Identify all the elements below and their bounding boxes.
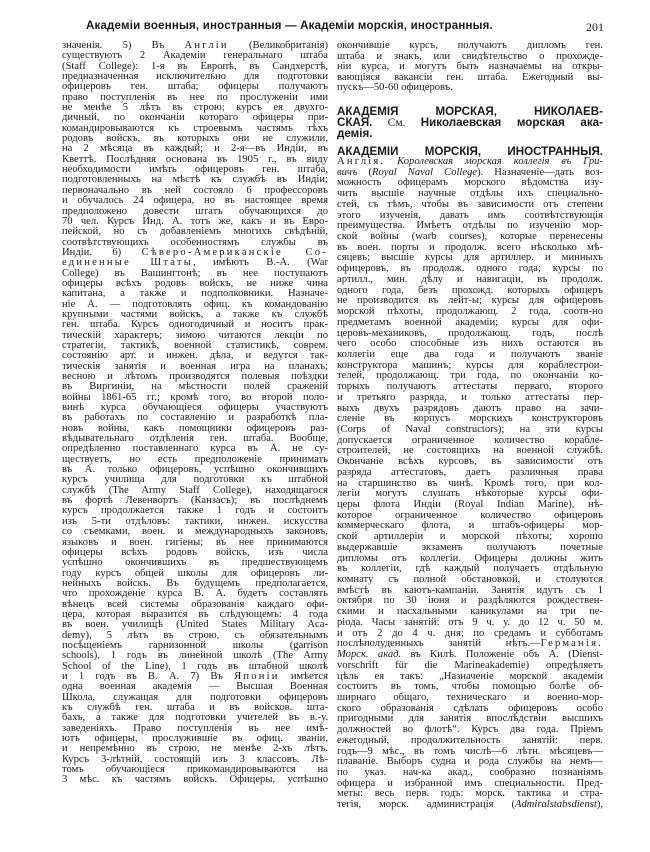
text-segment: ), bbox=[596, 799, 603, 811]
text-line: должностей во флотѣ“. Курсъ два года. Пріемъ bbox=[337, 724, 603, 736]
text-line: меты: весь перв. годъ: морск. тактика и стра- bbox=[337, 788, 603, 800]
text-line: заведеніяхъ. Право поступленія въ нее имѣ- bbox=[62, 722, 328, 734]
text-segment: и 1 годъ въ В. А. 7) Въ bbox=[62, 670, 235, 682]
text-line: плаваніе. Выборъ судна и рода службы на немъ— bbox=[337, 756, 603, 768]
text-line: выхъ двухъ разрядовъ даютъ право на зачи- bbox=[337, 402, 603, 414]
text-line: году курсъ общей школы для офицеровъ ли- bbox=[62, 567, 328, 579]
spaced-text: Англія. bbox=[337, 156, 386, 167]
text-line: ской артиллеріи и морской пѣхоты; хорошо bbox=[337, 531, 603, 543]
text-line: морской пѣхоты, продолжающ. 2 года, соотв-но bbox=[337, 306, 603, 318]
text-line: vorschrift für die Marineakademie) опредѣляетъ bbox=[337, 659, 603, 671]
text-line: пригодными для занятія впослѣдствіи высшихъ bbox=[337, 713, 603, 725]
italic-text: Морск. акад. bbox=[337, 649, 402, 661]
text-line: ществуетъ, но есть предположеніе принимать bbox=[62, 453, 328, 465]
text-line: по указ. нач-ка акад., сообразно познаніямъ bbox=[337, 766, 603, 778]
text-line: чить высшіе научные отдѣлы ихъ специально- bbox=[337, 188, 603, 200]
text-line: опредѣленно поставленнаго курса въ А. не су- bbox=[62, 443, 328, 455]
text-line: коммерческаго флота, и штабъ-офицеры мор- bbox=[337, 520, 603, 532]
text-line: посѣщеніемъ гарнизонной школы (garrison bbox=[62, 639, 328, 651]
text-line: войны 1861-65 гг.; кромѣ того, во второй поло- bbox=[62, 391, 328, 403]
text-line: состоитъ въ томъ, чтобы помощью болѣе об- bbox=[337, 681, 603, 693]
text-segment: Индіи. 6) bbox=[62, 246, 142, 258]
text-line: предназначенная исключительно для подготовки bbox=[62, 71, 328, 83]
text-line: вѣнецъ всей системы образованія каждаго офи- bbox=[62, 598, 328, 610]
text-line: коллегіи еще два года и получаютъ званіе bbox=[337, 348, 603, 360]
text-line: командировываются къ строевымъ частямъ тѣхъ bbox=[62, 122, 328, 134]
text-line: службѣ (The Army Staff College), находящагося bbox=[62, 484, 328, 496]
text-line: ніе А. — подготовлять офиц. къ командованію bbox=[62, 298, 328, 310]
text-segment: значенія. 5) Въ bbox=[62, 40, 185, 51]
text-line: ніи курса, и могутъ быть назначаемы на откры- bbox=[337, 61, 603, 72]
text-line: въ работахъ по составленію и разработкѣ пла- bbox=[62, 412, 328, 424]
text-line: ютъ офицеры, прослужившіе въ офиц. званіи, bbox=[62, 733, 328, 745]
italic-text: Королевская морская коллегія въ Гри- bbox=[397, 156, 603, 167]
text-line: schools), 1 годъ въ линейной школѣ (The Army bbox=[62, 650, 328, 662]
text-line: на 2 мѣсяца въ каждый; и 2-я—въ Индіи, въ bbox=[62, 143, 328, 155]
spaced-text: Японіи bbox=[234, 670, 280, 682]
text-line: (Corps of Naval constructors); на эти курсы bbox=[337, 423, 603, 435]
heading-line bbox=[337, 117, 603, 128]
text-line: сленіе въ корпусъ морскихъ конструкторовъ bbox=[337, 413, 603, 425]
text-line: ской войны (warb courses), которые перенесены bbox=[337, 231, 603, 243]
text-line: тическій характеръ; зимою читаются лекціи по bbox=[62, 329, 328, 341]
text-line: предположено довести штатъ обучающихся до bbox=[62, 205, 328, 217]
text-line: подготовленныхъ на мѣстѣ къ службѣ въ Индіи; bbox=[62, 174, 328, 186]
text-line: годъ—9 мѣс., въ томъ числѣ—6 лѣтн. мѣсяцевъ— bbox=[337, 745, 603, 757]
text-line: предметамъ военной академіи; курсы для офи- bbox=[337, 316, 603, 328]
text-line: стратегіи, тактикѣ, военной статистикѣ, соврем. bbox=[62, 339, 328, 351]
right-column-continuation bbox=[337, 41, 603, 94]
text-line: первоначально въ ней состояло 6 профессоровъ bbox=[62, 184, 328, 196]
text-line: допускается ограниченное количество корабле- bbox=[337, 434, 603, 446]
text-segment bbox=[385, 156, 397, 167]
text-line: окончившіе курсъ, получаютъ дипломъ ген. bbox=[337, 40, 603, 51]
text-line: офицеры всѣхъ родовъ войскъ, не ниже чина bbox=[62, 277, 328, 289]
text-line: крупными частями войскъ, а также къ службѣ bbox=[62, 308, 328, 320]
text-line: церы флота Индіи (Royal Indian Marine), нѣ- bbox=[337, 499, 603, 510]
text-line: право поступленія въ нее по прослуженіи ими bbox=[62, 91, 328, 103]
text-line: состоянію арт. и инжен. дѣла, и ведутся так- bbox=[62, 350, 328, 362]
text-line: въ воен. порты и продолж. всего нѣсколько мѣ- bbox=[337, 241, 603, 253]
text-line: что прохожденіе курса В. А. будетъ составлять bbox=[62, 588, 328, 600]
text-line: штаба и знакъ, или свидѣтельство о прохожде- bbox=[337, 50, 603, 62]
text-line: офицера и избранной имъ специальности. Пред- bbox=[337, 777, 603, 789]
text-line: офицеровъ ген. штаба; офицеры получаютъ bbox=[62, 81, 328, 93]
text-line: Окончаніе всѣхъ курсовъ, въ зависимости отъ bbox=[337, 456, 603, 468]
text-line: конструктора машинъ; курсы для кораблестрои- bbox=[337, 359, 603, 371]
text-line: разряда аттестатовъ, даетъ различныя права bbox=[337, 466, 603, 478]
text-line: ширнаго общаго, техническаго и военно-мор- bbox=[337, 691, 603, 703]
text-line: телей, продолжающ. три года, по окончаніи ко- bbox=[337, 370, 603, 382]
spaced-text: Сѣверо-Американскіе Со- bbox=[141, 246, 328, 258]
text-line: College) въ Вашингтонѣ; въ нее поступаютъ bbox=[62, 267, 328, 279]
text-line: преимущества. Имѣетъ отдѣлы по изученію мор- bbox=[337, 220, 603, 232]
text-line: ского образованія сдѣлать офицеровъ особо bbox=[337, 702, 603, 714]
text-line: нейныхъ войскъ. Въ будущемъ предполагается, bbox=[62, 577, 328, 589]
text-line: въ фортѣ Левенвортъ (Канзасъ); въ послѣднемъ bbox=[62, 495, 328, 507]
text-line: строителей, не состоящихъ на военной службѣ. bbox=[337, 445, 603, 457]
text-line: не производится въ лейт-ы; курсы для офицеровъ bbox=[337, 295, 603, 307]
text-line: тическія занятія и военная игра на планахъ; bbox=[62, 360, 328, 372]
text-line: пускъ—50-60 офицеровъ. bbox=[337, 82, 453, 93]
text-line: новъ войны, какъ помощники офицеровъ раз- bbox=[62, 422, 328, 434]
cross-reference-link[interactable]: демія. bbox=[337, 127, 373, 140]
text-line: School of the Line), 1 годъ въ штабной школѣ bbox=[62, 660, 328, 672]
text-line: къ службѣ ген. штаба и въ войсков. шта- bbox=[62, 702, 328, 713]
text-line: комнату съ полной обстановкой, и столуются bbox=[337, 574, 603, 586]
text-line: офицеровъ, въ продолж. одного года; курсы по bbox=[337, 263, 603, 275]
text-line: родовъ войскъ, въ которыхъ они не служили, bbox=[62, 133, 328, 145]
text-line: въ воен. училищѣ (United States Military Aca- bbox=[62, 619, 328, 631]
text-line: необходимости имѣть офицеровъ ген. штаба, bbox=[62, 164, 328, 176]
text-line: въ коллегіи, гдѣ каждый получаетъ отдѣльную bbox=[337, 563, 603, 575]
text-line: и обучалось 24 офицера, но въ настоящее время bbox=[62, 195, 328, 207]
text-line: пейской, но съ добавленіемъ многихъ свѣдѣній, bbox=[62, 226, 328, 238]
page-number: 201 bbox=[586, 20, 604, 34]
text-segment: имѣется bbox=[279, 670, 328, 682]
see-also-label: См. bbox=[372, 116, 421, 129]
text-segment: ). Назначеніе—дать воз- bbox=[477, 166, 603, 178]
text-line: церовъ-механиковъ, продолжающ. годъ, послѣ bbox=[337, 327, 603, 339]
heading-line: АКАДЕМІИ МОРСКІЯ, ИНОСТРАННЫЯ. bbox=[337, 145, 603, 158]
text-line: въ А. только офицеровъ, успѣшно окончившихъ bbox=[62, 464, 328, 476]
text-line: вѣдывательнаго отдѣленія ген. штаба. Вообще, bbox=[62, 433, 328, 445]
text-line: и непремѣнно въ строю, не менѣе 2-хъ лѣтъ. bbox=[62, 743, 328, 755]
italic-text: Admiralstabsdienst bbox=[515, 799, 597, 811]
text-line: можность офицерамъ морского вѣдомства изу- bbox=[337, 177, 603, 189]
text-line: цера, которая выразится въ слѣдующемъ: 4 года bbox=[62, 608, 328, 620]
text-line: со съемками, воен. и международныхъ законовъ, bbox=[62, 526, 328, 538]
left-column-text bbox=[62, 41, 328, 786]
text-line bbox=[337, 800, 603, 811]
text-line: ріода. Часы занятій: отъ 9 ч. у. до 12 ч. 50 м. bbox=[337, 616, 603, 628]
spaced-text: единенные Штаты bbox=[62, 257, 194, 269]
spaced-text: Германія. bbox=[540, 638, 603, 650]
text-line: одного года, безъ прохожд. которыхъ офицеръ bbox=[337, 284, 603, 296]
text-line: изъ 5-ти отдѣловъ: тактики, инжен. искусства bbox=[62, 515, 328, 527]
text-line: 70 чел. Курсъ Инд. А. тотъ же, какъ и въ Евро- bbox=[62, 215, 328, 227]
text-line: скими и пасхальными каникулами на три пе- bbox=[337, 606, 603, 618]
text-segment: , имѣютъ В.-А. (War bbox=[193, 257, 328, 269]
text-line: (Staff College): 1-я въ Европѣ, въ Сандхерстѣ, bbox=[62, 60, 328, 72]
text-line: на старшинство въ чинѣ. Кромѣ того, при кол- bbox=[337, 477, 603, 489]
text-segment: послѣполуденныхъ занятій нѣтъ.— bbox=[337, 638, 541, 650]
text-line: 3 мѣс. къ частямъ войскъ. Офицеры, успѣшно bbox=[62, 774, 328, 786]
text-line: одна военная академія — Высшая Военная bbox=[62, 681, 328, 693]
text-line: Кветтѣ. Послѣдняя основана въ 1905 г., въ виду bbox=[62, 153, 328, 165]
text-segment: тегія, морск. администрація ( bbox=[337, 799, 515, 811]
text-line: и отъ 2 до 4 ч. дня; по средамъ и субботамъ bbox=[337, 627, 603, 639]
text-line: легіи могутъ слушать нѣкоторые курсы офи- bbox=[337, 488, 603, 500]
text-line: дипломы отъ коллегіи. Офицеры должны жить bbox=[337, 552, 603, 564]
text-line: октября по 30 іюня и раздѣляются рождествен- bbox=[337, 595, 603, 607]
running-title: Академіи военныя, иностранныя — Академіи морскія, иностранныя. bbox=[86, 20, 493, 32]
text-line: винѣ курса обучающіеся офицеры участвуютъ bbox=[62, 402, 328, 414]
text-line: чего особо способные изъ нихъ остаются въ bbox=[337, 338, 603, 350]
text-segment: ( bbox=[357, 166, 373, 178]
text-line: вающіяся вакансіи ген. штаба. Ежегодный вы- bbox=[337, 71, 603, 83]
text-segment: въ Килѣ. Положеніе объ А. (Dienst- bbox=[401, 649, 603, 661]
heading-line: АКАДЕМІЯ МОРСКАЯ, НИКОЛАЕВ- bbox=[337, 105, 603, 118]
entry-heading-naval-academy-nikolaev bbox=[337, 106, 603, 139]
text-line: не менѣе 5 лѣтъ въ строю; курсъ ея двухго- bbox=[62, 102, 328, 114]
text-line: курсъ училища для подготовки къ штабной bbox=[62, 474, 328, 486]
italic-text: вичъ bbox=[337, 166, 358, 178]
text-line: капитана, а также и подполковники. Назначе- bbox=[62, 288, 328, 300]
text-line: выдержавшіе экзаменъ получаютъ почетные bbox=[337, 541, 603, 553]
text-line: стей, съ тѣмъ, чтобы въ зависимости отъ степени bbox=[337, 198, 603, 210]
text-line: цѣль ея такъ: „Назначеніе морской академіи bbox=[337, 670, 603, 682]
heading-text: СКАЯ. bbox=[337, 116, 373, 129]
text-line: офицеры всѣхъ родовъ войскъ, изъ числа bbox=[62, 546, 328, 558]
text-line: бахъ, а также для подготовки учителей въ в.-у. bbox=[62, 712, 328, 724]
text-line: артилл., мин. дѣлу и навигаціи, въ продолж. bbox=[337, 273, 603, 285]
text-line: Курсъ 3-лѣтній, состоящій изъ 3 классовъ. Лѣ- bbox=[62, 753, 328, 765]
text-line: успѣшно окончившихъ въ предшествующемъ bbox=[62, 557, 328, 569]
italic-text: Royal Naval College bbox=[372, 166, 478, 178]
text-line: ген. штаба. Курсъ одногодичный и носитъ прак- bbox=[62, 319, 328, 331]
text-line: которое ограниченное количество офицеровъ bbox=[337, 509, 603, 521]
text-line: весною и лѣтомъ производятся полевыя поѣздки bbox=[62, 371, 328, 382]
text-line: торыхъ получаютъ аттестаты перваго, второго bbox=[337, 381, 603, 393]
text-line: вмѣстѣ въ каютъ-кампаніи. Занятія идутъ съ 1 bbox=[337, 584, 603, 596]
right-column-entry-text bbox=[337, 157, 603, 811]
text-line: и третьяго разряда, и только аттестаты пер- bbox=[337, 391, 603, 403]
text-line: языковъ и воен. гигіены; въ нее принимаются bbox=[62, 536, 328, 548]
text-line: этого изученія, давать имъ соотвѣтствующія bbox=[337, 209, 603, 221]
text-line: курсъ продолжается также 1 годъ и состоитъ bbox=[62, 505, 328, 517]
text-line: дичный, по окончаніи котораго офицеры при- bbox=[62, 112, 328, 124]
spaced-text: Англіи bbox=[184, 40, 229, 51]
text-line: demy), 5 лѣтъ въ строю, съ обязательнымъ bbox=[62, 629, 328, 641]
text-line: томъ обучающіеся прикомандировываются на bbox=[62, 764, 328, 776]
cross-reference-link[interactable]: Николаевская морская ака- bbox=[420, 116, 603, 129]
text-line: ежегодный, продолжительность занятій: перв. bbox=[337, 734, 603, 746]
text-line bbox=[62, 258, 328, 268]
text-segment: (Великобританія) bbox=[228, 40, 328, 51]
text-line: сяцевъ; высшіе курсы для артиллер. и минныхъ bbox=[337, 252, 603, 264]
text-line: существуютъ 2 Академіи генеральнаго штаба bbox=[62, 50, 328, 62]
text-line: Школа, служащая для подготовки офицеровъ bbox=[62, 691, 328, 703]
text-line: соотвѣтствующихъ особенностямъ службы въ bbox=[62, 236, 328, 248]
text-line: въ Виргиніи, на мѣстности полей сраженій bbox=[62, 381, 328, 393]
